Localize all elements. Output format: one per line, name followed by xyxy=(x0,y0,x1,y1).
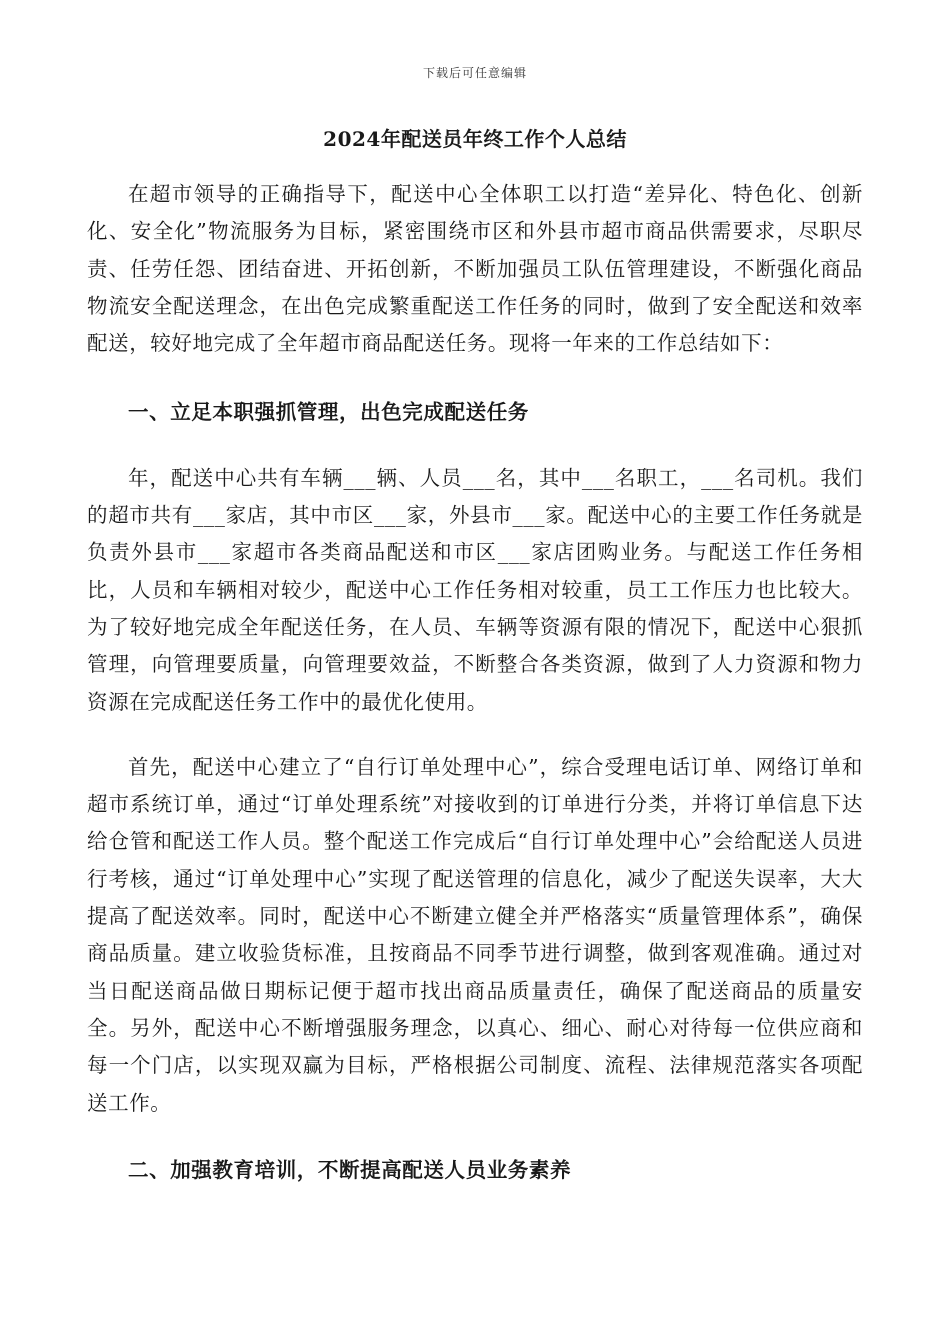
section-1-heading: 一、立足本职强抓管理，出色完成配送任务 xyxy=(128,400,529,425)
document-body xyxy=(87,176,863,1189)
intro-paragraph: 在超市领导的正确指导下，配送中心全体职工以打造“差异化、特色化、创新化、安全化”物流服务为目标，紧密围绕市区和外县市超市商品供需要求，尽职尽责、任劳任怨、团结奋进、开拓创新，不断加强员工队伍管理建设，不断强化商品物流安全配送理念，在出色完成繁重配送工作任务的同时，做到了安全配送和效率配送，较好地完成了全年超市商品配送任务。现将一年来的工作总结如下： xyxy=(87,182,863,356)
section-1-paragraph-1: 年，配送中心共有车辆___辆、人员___名，其中___名职工，___名司机。我们的超市共有___家店，其中市区___家，外县市___家。配送中心的主要工作任务就是负责外县市___家超市各类商品配送和市区___家店团购业务。与配送工作任务相比，人员和车辆相对较少，配送中心工作任务相对较重，员工工作压力也比较大。为了较好地完成全年配送任务，在人员、车辆等资源有限的情况下，配送中心狠抓管理，向管理要质量，向管理要效益，不断整合各类资源，做到了人力资源和物力资源在完成配送任务工作中的最优化使用。 xyxy=(87,465,863,714)
header-note: 下载后可任意编辑 xyxy=(422,66,527,80)
section-1-paragraph-2: 首先，配送中心建立了“自行订单处理中心”，综合受理电话订单、网络订单和超市系统订单，通过“订单处理系统”对接收到的订单进行分类，并将订单信息下达给仓管和配送工作人员。整个配送工作完成后“自行订单处理中心”会给配送人员进行考核，通过“订单处理中心”实现了配送管理的信息化，减少了配送失误率，大大提高了配送效率。同时，配送中心不断建立健全并严格落实“质量管理体系”，确保商品质量。建立收验货标准，且按商品不同季节进行调整，做到客观准确。通过对当日配送商品做日期标记便于超市找出商品质量责任，确保了配送商品的质量安全。另外，配送中心不断增强服务理念，以真心、细心、耐心对待每一位供应商和每一个门店，以实现双赢为目标，严格根据公司制度、流程、法律规范落实各项配送工作。 xyxy=(87,754,863,1115)
document-title: 2024年配送员年终工作个人总结 xyxy=(323,127,627,151)
section-2-heading: 二、加强教育培训，不断提高配送人员业务素养 xyxy=(128,1157,572,1182)
